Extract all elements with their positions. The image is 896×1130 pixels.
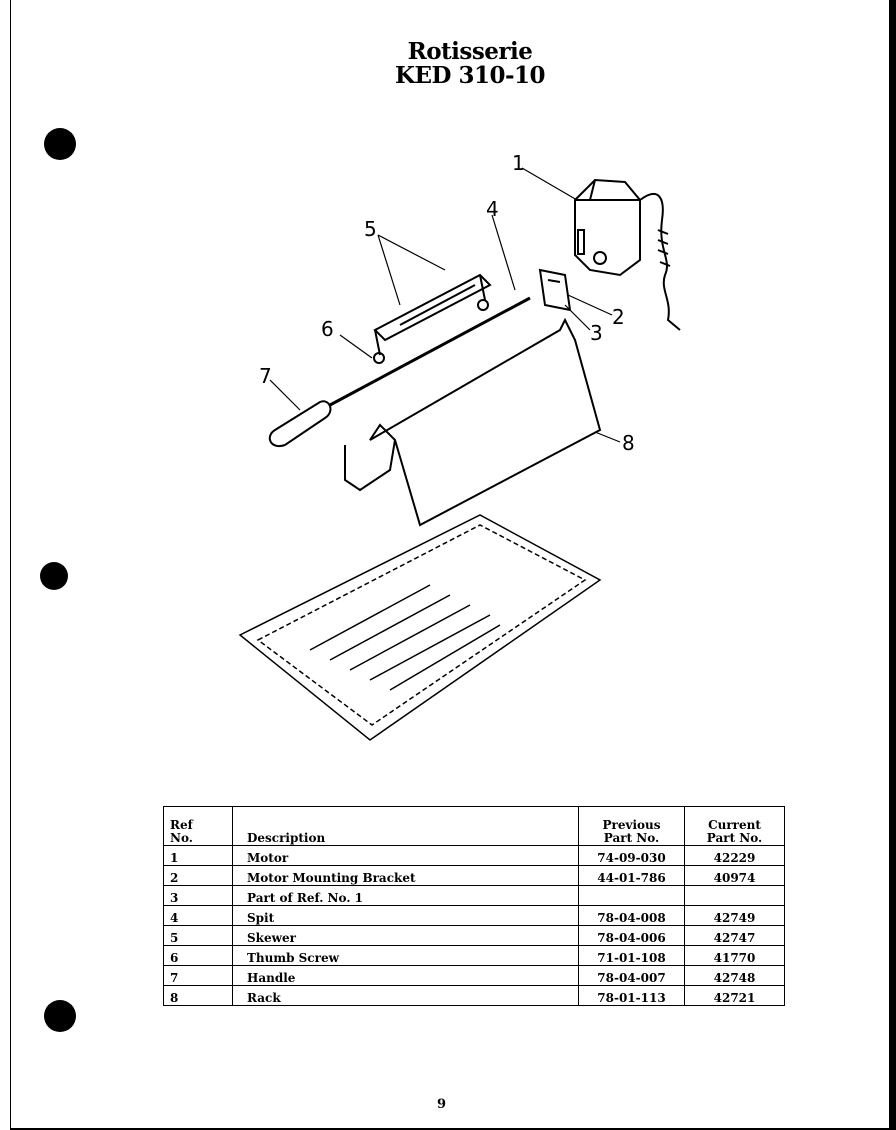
cell-previous: 78-04-006 [579,926,685,946]
cell-description: Spit [233,906,579,926]
cell-current: 42721 [685,986,785,1006]
table-row [164,966,785,986]
cell-previous: 71-01-108 [579,946,685,966]
cell-previous: 74-09-030 [579,846,685,866]
cell-description: Thumb Screw [233,946,579,966]
callout-1: 1 [512,151,525,175]
callout-2: 2 [612,305,625,329]
cell-ref: 3 [164,886,233,906]
cell-ref: 6 [164,946,233,966]
cell-previous [579,886,685,906]
cell-description: Motor [233,846,579,866]
cell-ref: 2 [164,866,233,886]
callout-4: 4 [486,197,499,221]
table-row [164,926,785,946]
cell-current: 41770 [685,946,785,966]
callout-8: 8 [622,431,635,455]
table-row [164,866,785,886]
spit-drawing [330,298,530,405]
model-number: KED 310-10 [394,62,546,89]
cell-ref: 7 [164,966,233,986]
cell-previous: 44-01-786 [579,866,685,886]
callout-5: 5 [364,217,377,241]
callout-6: 6 [321,317,334,341]
cell-previous: 78-04-008 [579,906,685,926]
table-row [164,906,785,926]
header-description: Description [233,807,579,846]
cell-current: 42747 [685,926,785,946]
bracket-drawing [540,270,570,310]
cell-current: 42749 [685,906,785,926]
cell-current [685,886,785,906]
cell-description: Skewer [233,926,579,946]
cell-current: 42229 [685,846,785,866]
table-row [164,986,785,1006]
cell-previous: 78-04-007 [579,966,685,986]
cell-current: 42748 [685,966,785,986]
page-number: 9 [437,1097,447,1112]
cell-ref: 1 [164,846,233,866]
table-row [164,946,785,966]
header-ref: Ref No. [164,807,233,846]
cell-description: Rack [233,986,579,1006]
header-current: Current Part No. [685,807,785,846]
binder-hole [44,1000,76,1032]
table-header-row [164,807,785,846]
cell-ref: 4 [164,906,233,926]
cell-description: Handle [233,966,579,986]
table-row [164,846,785,866]
drip-pan-drawing [240,515,600,740]
callout-7: 7 [259,364,272,388]
cell-description: Motor Mounting Bracket [233,866,579,886]
cell-previous: 78-01-113 [579,986,685,1006]
page-title: Rotisserie [407,38,533,65]
table-row [164,886,785,906]
cell-ref: 5 [164,926,233,946]
header-previous: Previous Part No. [579,807,685,846]
cell-current: 40974 [685,866,785,886]
rack-drawing [345,320,600,525]
parts-table [163,806,785,1006]
motor-drawing [575,180,680,330]
cell-ref: 8 [164,986,233,1006]
handle-drawing [270,401,331,446]
callout-3: 3 [590,321,603,345]
cell-description: Part of Ref. No. 1 [233,886,579,906]
